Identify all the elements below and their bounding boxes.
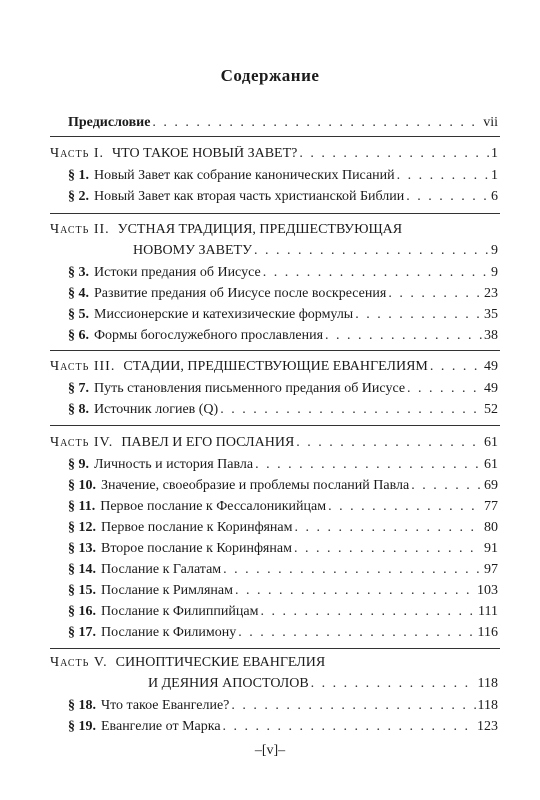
- leader-dots: [260, 604, 476, 620]
- section-page: 80: [484, 520, 498, 535]
- part-title: СИНОПТИЧЕСКИЕ ЕВАНГЕЛИЯ: [115, 655, 326, 670]
- section-page: 9: [491, 265, 498, 280]
- toc-section-15[interactable]: [68, 583, 498, 599]
- section-title: Путь становления письменного предания об Иисусе: [94, 381, 406, 396]
- section-page: 97: [484, 562, 498, 577]
- leader-dots: [388, 286, 482, 302]
- section-title: Источник логиев (Q): [94, 402, 219, 417]
- section-number: § 10.: [68, 478, 96, 493]
- part-title: УСТНАЯ ТРАДИЦИЯ, ПРЕДШЕСТВУЮЩАЯ: [117, 222, 403, 237]
- section-page: 103: [477, 583, 498, 598]
- section-title: Формы богослужебного прославления: [94, 328, 324, 343]
- section-title: Новый Завет как вторая часть христианской Библии: [94, 189, 405, 204]
- section-page: 49: [484, 381, 498, 396]
- section-number: § 9.: [68, 457, 89, 472]
- part-title: ПАВЕЛ И ЕГО ПОСЛАНИЯ: [121, 435, 295, 450]
- toc-part-5-heading[interactable]: [50, 655, 325, 671]
- section-page: 123: [477, 719, 498, 734]
- section-number: § 14.: [68, 562, 96, 577]
- section-page: 1: [491, 168, 498, 183]
- section-number: § 13.: [68, 541, 96, 556]
- leader-dots: [407, 381, 482, 397]
- toc-part-5[interactable]: [148, 676, 498, 692]
- section-page: 61: [484, 457, 498, 472]
- section-page: 77: [484, 499, 498, 514]
- section-number: § 2.: [68, 189, 89, 204]
- toc-section-1[interactable]: [68, 168, 498, 184]
- section-number: § 16.: [68, 604, 96, 619]
- toc-section-12[interactable]: [68, 520, 498, 536]
- section-number: § 3.: [68, 265, 89, 280]
- part-page: 9: [491, 243, 498, 258]
- preface-label: Предисловие: [68, 115, 151, 130]
- section-title: Евангелие от Марка: [101, 719, 221, 734]
- section-number: § 19.: [68, 719, 96, 734]
- divider: [50, 350, 500, 351]
- part-label: Часть III.: [50, 359, 116, 374]
- toc-section-7[interactable]: [68, 381, 498, 397]
- leader-dots: [223, 562, 482, 578]
- toc-section-18[interactable]: [68, 698, 498, 714]
- leader-dots: [235, 583, 475, 599]
- toc-section-19[interactable]: [68, 719, 498, 735]
- section-title: Послание к Галатам: [101, 562, 222, 577]
- part-title: СТАДИИ, ПРЕДШЕСТВУЮЩИЕ ЕВАНГЕЛИЯМ: [123, 359, 428, 374]
- leader-dots: [254, 243, 489, 259]
- section-number: § 17.: [68, 625, 96, 640]
- part-title-cont: НОВОМУ ЗАВЕТУ: [133, 243, 253, 258]
- preface-page: vii: [483, 115, 498, 130]
- toc-section-13[interactable]: [68, 541, 498, 557]
- section-title: Значение, своеобразие и проблемы посланий Павла: [101, 478, 410, 493]
- section-title: Послание к Римлянам: [101, 583, 234, 598]
- leader-dots: [223, 719, 475, 735]
- section-page: 23: [484, 286, 498, 301]
- leader-dots: [294, 541, 482, 557]
- part-label: Часть IV.: [50, 435, 114, 450]
- toc-section-16[interactable]: [68, 604, 498, 620]
- toc-section-17[interactable]: [68, 625, 498, 641]
- toc-part-1[interactable]: [50, 146, 498, 162]
- leader-dots: [231, 698, 475, 714]
- section-number: § 15.: [68, 583, 96, 598]
- leader-dots: [325, 328, 482, 344]
- part-title-cont: И ДЕЯНИЯ АПОСТОЛОВ: [148, 676, 309, 691]
- leader-dots: [295, 520, 483, 536]
- toc-part-3[interactable]: [50, 359, 498, 375]
- section-page: 116: [477, 625, 498, 640]
- toc-part-4[interactable]: [50, 435, 498, 451]
- toc-section-5[interactable]: [68, 307, 498, 323]
- toc-section-4[interactable]: [68, 286, 498, 302]
- leader-dots: [311, 676, 476, 692]
- section-page: 118: [477, 698, 498, 713]
- toc-part-2-heading[interactable]: [50, 222, 402, 238]
- part-title: ЧТО ТАКОЕ НОВЫЙ ЗАВЕТ?: [112, 146, 298, 161]
- toc-section-3[interactable]: [68, 265, 498, 281]
- section-title: Личность и история Павла: [94, 457, 254, 472]
- section-title: Послание к Филиппийцам: [101, 604, 259, 619]
- toc-section-10[interactable]: [68, 478, 498, 494]
- section-page: 38: [484, 328, 498, 343]
- section-number: § 4.: [68, 286, 89, 301]
- leader-dots: [238, 625, 475, 641]
- part-page: 61: [484, 435, 498, 450]
- section-page: 52: [484, 402, 498, 417]
- leader-dots: [430, 359, 482, 375]
- section-number: § 7.: [68, 381, 89, 396]
- leader-dots: [152, 115, 481, 131]
- leader-dots: [255, 457, 482, 473]
- section-title: Истоки предания об Иисусе: [94, 265, 261, 280]
- section-number: § 1.: [68, 168, 89, 183]
- section-number: § 12.: [68, 520, 96, 535]
- divider: [50, 136, 500, 137]
- toc-preface[interactable]: [68, 115, 498, 131]
- section-number: § 18.: [68, 698, 96, 713]
- leader-dots: [406, 189, 489, 205]
- part-page: 49: [484, 359, 498, 374]
- section-title: Миссионерские и катехизические формулы: [94, 307, 354, 322]
- section-page: 6: [491, 189, 498, 204]
- toc-section-14[interactable]: [68, 562, 498, 578]
- section-title: Первое послание к Коринфянам: [101, 520, 293, 535]
- section-title: Послание к Филимону: [101, 625, 237, 640]
- section-page: 111: [478, 604, 498, 619]
- leader-dots: [328, 499, 482, 515]
- divider: [50, 648, 500, 649]
- leader-dots: [220, 402, 482, 418]
- part-page: 118: [477, 676, 498, 691]
- toc-part-2[interactable]: [133, 243, 498, 259]
- section-title: Первое послание к Фессалоникийцам: [100, 499, 327, 514]
- leader-dots: [411, 478, 482, 494]
- leader-dots: [263, 265, 489, 281]
- page-title: Содержание: [220, 66, 320, 85]
- section-title: Новый Завет как собрание канонических Писаний: [94, 168, 395, 183]
- section-page: 69: [484, 478, 498, 493]
- divider: [50, 425, 500, 426]
- part-label: Часть II.: [50, 222, 110, 237]
- section-number: § 11.: [68, 499, 96, 514]
- toc-section-6[interactable]: [68, 328, 498, 344]
- leader-dots: [397, 168, 489, 184]
- section-title: Развитие предания об Иисусе после воскресения: [94, 286, 387, 301]
- part-page: 1: [491, 146, 498, 161]
- leader-dots: [355, 307, 482, 323]
- part-label: Часть I.: [50, 146, 105, 161]
- section-number: § 6.: [68, 328, 89, 343]
- divider: [50, 213, 500, 214]
- section-page: 35: [484, 307, 498, 322]
- section-page: 91: [484, 541, 498, 556]
- leader-dots: [299, 146, 489, 162]
- section-number: § 8.: [68, 402, 89, 417]
- section-title: Второе послание к Коринфянам: [101, 541, 292, 556]
- page-number: –[v]–: [254, 743, 286, 758]
- part-label: Часть V.: [50, 655, 108, 670]
- section-number: § 5.: [68, 307, 89, 322]
- toc-section-9[interactable]: [68, 457, 498, 473]
- toc-section-8[interactable]: [68, 402, 498, 418]
- leader-dots: [296, 435, 482, 451]
- toc-section-11[interactable]: [68, 499, 498, 515]
- toc-section-2[interactable]: [68, 189, 498, 205]
- section-title: Что такое Евангелие?: [101, 698, 230, 713]
